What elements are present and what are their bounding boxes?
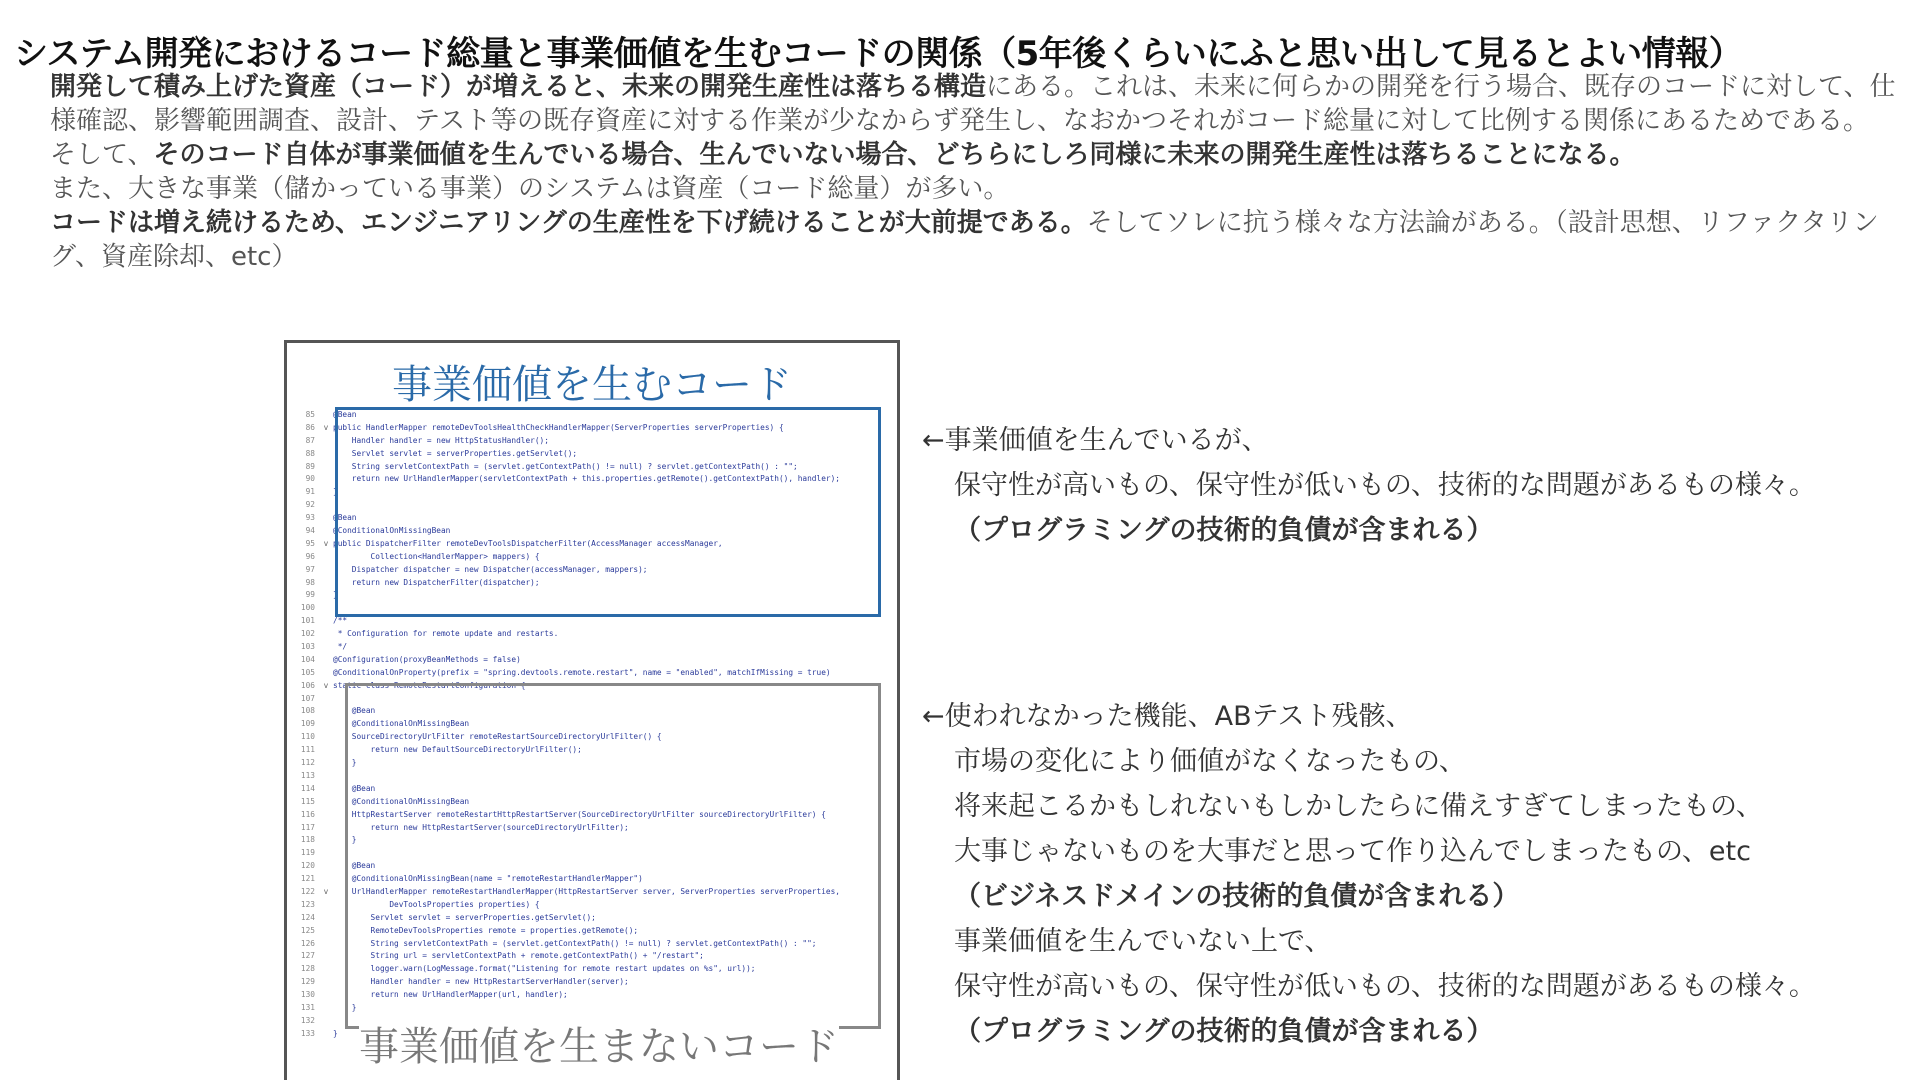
code-text: */ [333, 642, 348, 652]
line-number: 98 [305, 577, 315, 587]
line-number: 102 [300, 629, 315, 639]
value-code-highlight [335, 407, 881, 617]
line-number: 97 [305, 564, 315, 574]
code-text: RemoteDevToolsProperties remote = properties.getRemote(); [333, 925, 639, 935]
code-text: @Bean [333, 706, 376, 716]
fold-marker [319, 461, 333, 474]
line-number: 91 [305, 487, 315, 497]
line-number: 123 [300, 899, 315, 909]
code-text: Servlet servlet = serverProperties.getServlet(); [333, 448, 578, 458]
line-number: 87 [305, 435, 315, 445]
value-code-annotation [922, 418, 1912, 553]
fold-marker [319, 512, 333, 525]
fold-marker: v [323, 538, 329, 548]
code-text: @Bean [333, 861, 376, 871]
non-value-code-annotation [922, 694, 1912, 1054]
code-text: return new UrlHandlerMapper(url, handler); [333, 990, 568, 1000]
line-number: 111 [300, 745, 315, 755]
fold-marker [319, 1002, 333, 1015]
code-text: @Bean [333, 783, 376, 793]
fold-marker [319, 873, 333, 886]
line-number: 131 [300, 1002, 315, 1012]
code-text: HttpRestartServer remoteRestartHttpRestartServer(SourceDirectoryUrlFilter sourceDirectoryUrlFilter) { [333, 809, 826, 819]
fold-marker [319, 783, 333, 796]
fold-marker [319, 409, 333, 422]
line-number: 100 [300, 603, 315, 613]
line-number: 128 [300, 964, 315, 974]
line-number: 132 [300, 1015, 315, 1025]
code-text: @ConditionalOnMissingBean [333, 526, 451, 536]
line-number: 116 [300, 809, 315, 819]
code-figure [284, 340, 900, 1080]
line-number: 89 [305, 461, 315, 471]
fold-marker [319, 989, 333, 1002]
fold-marker [319, 615, 333, 628]
fold-marker: v [323, 680, 329, 690]
line-number: 122 [300, 886, 315, 896]
fold-marker [319, 602, 333, 615]
fold-marker [319, 577, 333, 590]
line-number: 108 [300, 706, 315, 716]
fold-marker [319, 963, 333, 976]
intro-paragraph-1 [50, 70, 1900, 138]
line-number: 107 [300, 693, 315, 703]
code-text: Handler handler = new HttpRestartServerHandler(server); [333, 977, 629, 987]
non-value-code-label: 事業価値を生まないコード [359, 1015, 839, 1072]
code-text: SourceDirectoryUrlFilter remoteRestartSourceDirectoryUrlFilter() { [333, 732, 662, 742]
fold-marker [319, 718, 333, 731]
fold-marker [319, 925, 333, 938]
code-text: } [333, 487, 338, 497]
line-number: 114 [300, 783, 315, 793]
code-text: } [333, 590, 338, 600]
intro-p1-rest: にある。これは、未来に何らかの開発を行う場合、既存のコードに対して、仕様確認、影響範囲調査、設計、テスト等の既存資産に対する作業が少なからず発生し、なおかつそれがコード総量に対して比例する関係にあるためである。 [50, 72, 1896, 136]
code-line [291, 615, 881, 628]
line-number: 88 [305, 448, 315, 458]
line-number: 124 [300, 912, 315, 922]
code-text: @ConditionalOnMissingBean [333, 719, 470, 729]
fold-marker [319, 499, 333, 512]
code-text: @Bean [333, 513, 357, 523]
note2-line6: 事業価値を生んでいない上で、 [954, 926, 1332, 957]
line-number: 112 [300, 758, 315, 768]
fold-marker [319, 1028, 333, 1041]
code-text: String url = servletContextPath + remote.getContextPath() + "/restart"; [333, 951, 704, 961]
fold-marker [319, 770, 333, 783]
fold-marker [319, 641, 333, 654]
fold-marker [319, 860, 333, 873]
code-text: logger.warn(LogMessage.format("Listening for remote restart updates on %s", url)); [333, 964, 756, 974]
line-number: 96 [305, 551, 315, 561]
line-number: 130 [300, 990, 315, 1000]
fold-marker [319, 899, 333, 912]
fold-marker [319, 950, 333, 963]
line-number: 113 [300, 770, 315, 780]
page-title: システム開発におけるコード総量と事業価値を生むコードの関係（5年後くらいにふと思い出して見るとよい情報） [14, 34, 1743, 74]
code-line [291, 667, 881, 680]
non-value-code-highlight [345, 683, 881, 1029]
fold-marker [319, 589, 333, 602]
intro-paragraph-4 [50, 206, 1900, 274]
intro-p2-pre: そして、 [50, 140, 154, 170]
fold-marker: v [323, 422, 329, 432]
code-text: DevToolsProperties properties) { [333, 899, 540, 909]
line-number: 104 [300, 654, 315, 664]
line-number: 119 [300, 848, 315, 858]
fold-marker [319, 551, 333, 564]
line-number: 121 [300, 874, 315, 884]
code-text: public DispatcherFilter remoteDevToolsDispatcherFilter(AccessManager accessManager, [333, 538, 723, 548]
fold-marker [319, 667, 333, 680]
line-number: 94 [305, 526, 315, 536]
code-text: } [333, 758, 357, 768]
fold-marker [319, 1015, 333, 1028]
line-number: 86 [305, 422, 315, 432]
intro-p4-rest: そしてソレに抗う様々な方法論がある。（設計思想、リファクタリング、資産除却、etc） [50, 208, 1879, 272]
code-text: Dispatcher dispatcher = new Dispatcher(accessManager, mappers); [333, 564, 648, 574]
note2-line1: ←使われなかった機能、ABテスト残骸、 [922, 701, 1413, 732]
fold-marker [319, 938, 333, 951]
fold-marker [319, 731, 333, 744]
code-text: return new UrlHandlerMapper(servletContextPath + this.properties.getRemote().getContextPath(), handler); [333, 474, 840, 484]
line-number: 117 [300, 822, 315, 832]
line-number: 110 [300, 732, 315, 742]
note1-line1: ←事業価値を生んでいるが、 [922, 425, 1269, 456]
code-text: @ConditionalOnMissingBean(name = "remoteRestartHandlerMapper") [333, 874, 643, 884]
fold-marker [319, 834, 333, 847]
line-number: 90 [305, 474, 315, 484]
line-number: 120 [300, 861, 315, 871]
intro-paragraph-2 [50, 138, 1900, 172]
intro-p2-bold: そのコード自体が事業価値を生んでいる場合、生んでいない場合、どちらにしろ同様に未来の開発生産性は落ちることになる。 [153, 140, 1636, 170]
fold-marker [319, 809, 333, 822]
line-number: 103 [300, 642, 315, 652]
code-text: String servletContextPath = (servlet.getContextPath() != null) ? servlet.getContextPath() : ""; [333, 461, 798, 471]
value-code-label: 事業価値を生むコード [392, 362, 792, 408]
code-text: } [333, 835, 357, 845]
line-number: 93 [305, 513, 315, 523]
note2-line2: 市場の変化により価値がなくなったもの、 [954, 746, 1466, 777]
code-text: return new HttpRestartServer(sourceDirectoryUrlFilter); [333, 822, 629, 832]
line-number: 133 [300, 1028, 315, 1038]
fold-marker [319, 796, 333, 809]
fold-marker [319, 525, 333, 538]
line-number: 106 [300, 680, 315, 690]
code-text: UrlHandlerMapper remoteRestartHandlerMapper(HttpRestartServer server, ServerProperties serverProperties, [333, 886, 840, 896]
fold-marker: v [323, 886, 329, 896]
code-text: Servlet servlet = serverProperties.getServlet(); [333, 912, 596, 922]
code-text: @ConditionalOnMissingBean [333, 796, 470, 806]
line-number: 99 [305, 590, 315, 600]
intro-paragraph-3: また、大きな事業（儲かっている事業）のシステムは資産（コード総量）が多い。 [50, 174, 1010, 204]
code-text: @ConditionalOnProperty(prefix = "spring.devtools.remote.restart", name = "enabled", matchIfMissing = true) [333, 667, 831, 677]
code-text: public HandlerMapper remoteDevToolsHealthCheckHandlerMapper(ServerProperties serverProperties) { [333, 422, 784, 432]
code-text: String servletContextPath = (servlet.getContextPath() != null) ? servlet.getContextPath() : ""; [333, 938, 817, 948]
fold-marker [319, 847, 333, 860]
code-text: @Bean [333, 410, 357, 419]
code-text: Handler handler = new HttpStatusHandler(); [333, 435, 549, 445]
line-number: 118 [300, 835, 315, 845]
fold-marker [319, 822, 333, 835]
fold-marker [319, 486, 333, 499]
note2-line7: 保守性が高いもの、保守性が低いもの、技術的な問題があるもの様々。 [954, 971, 1816, 1002]
code-line [291, 654, 881, 667]
line-number: 115 [300, 796, 315, 806]
line-number: 127 [300, 951, 315, 961]
note2-line3: 将来起こるかもしれないもしかしたらに備えすぎてしまったもの、 [954, 791, 1763, 822]
fold-marker [319, 757, 333, 770]
code-text: } [333, 1002, 357, 1012]
line-number: 125 [300, 925, 315, 935]
code-text: /** [333, 616, 348, 626]
note2-line8: （プログラミングの技術的負債が含まれる） [954, 1016, 1494, 1047]
fold-marker [319, 654, 333, 667]
code-line [291, 628, 881, 641]
fold-marker [319, 705, 333, 718]
code-text: @Configuration(proxyBeanMethods = false) [333, 654, 521, 664]
note1-line2: 保守性が高いもの、保守性が低いもの、技術的な問題があるもの様々。 [954, 470, 1816, 501]
code-text: return new DefaultSourceDirectoryUrlFilter(); [333, 745, 582, 755]
line-number: 129 [300, 977, 315, 987]
line-number: 126 [300, 938, 315, 948]
code-text: return new DispatcherFilter(dispatcher); [333, 577, 540, 587]
line-number: 109 [300, 719, 315, 729]
fold-marker [319, 448, 333, 461]
fold-marker [319, 473, 333, 486]
fold-marker [319, 435, 333, 448]
intro-p1-bold: 開発して積み上げた資産（コード）が増えると、未来の開発生産性は落ちる構造 [50, 72, 987, 102]
fold-marker [319, 628, 333, 641]
code-text: Collection<HandlerMapper> mappers) { [333, 551, 540, 561]
fold-marker [319, 976, 333, 989]
note2-line4: 大事じゃないものを大事だと思って作り込んでしまったもの、etc [954, 836, 1751, 867]
line-number: 101 [300, 616, 315, 626]
code-text: * Configuration for remote update and restarts. [333, 629, 559, 639]
code-line [291, 641, 881, 654]
fold-marker [319, 744, 333, 757]
note1-line3: （プログラミングの技術的負債が含まれる） [954, 515, 1494, 546]
fold-marker [319, 912, 333, 925]
code-text: static class RemoteRestartConfiguration { [333, 680, 526, 690]
line-number: 85 [305, 410, 315, 419]
line-number: 95 [305, 538, 315, 548]
note2-line5: （ビジネスドメインの技術的負債が含まれる） [954, 881, 1520, 912]
fold-marker [319, 564, 333, 577]
line-number: 92 [305, 500, 315, 510]
fold-marker [319, 693, 333, 706]
intro-p4-bold: コードは増え続けるため、エンジニアリングの生産性を下げ続けることが大前提である。 [50, 208, 1087, 238]
code-text: } [333, 1028, 338, 1038]
line-number: 105 [300, 667, 315, 677]
intro-text [50, 70, 1900, 274]
